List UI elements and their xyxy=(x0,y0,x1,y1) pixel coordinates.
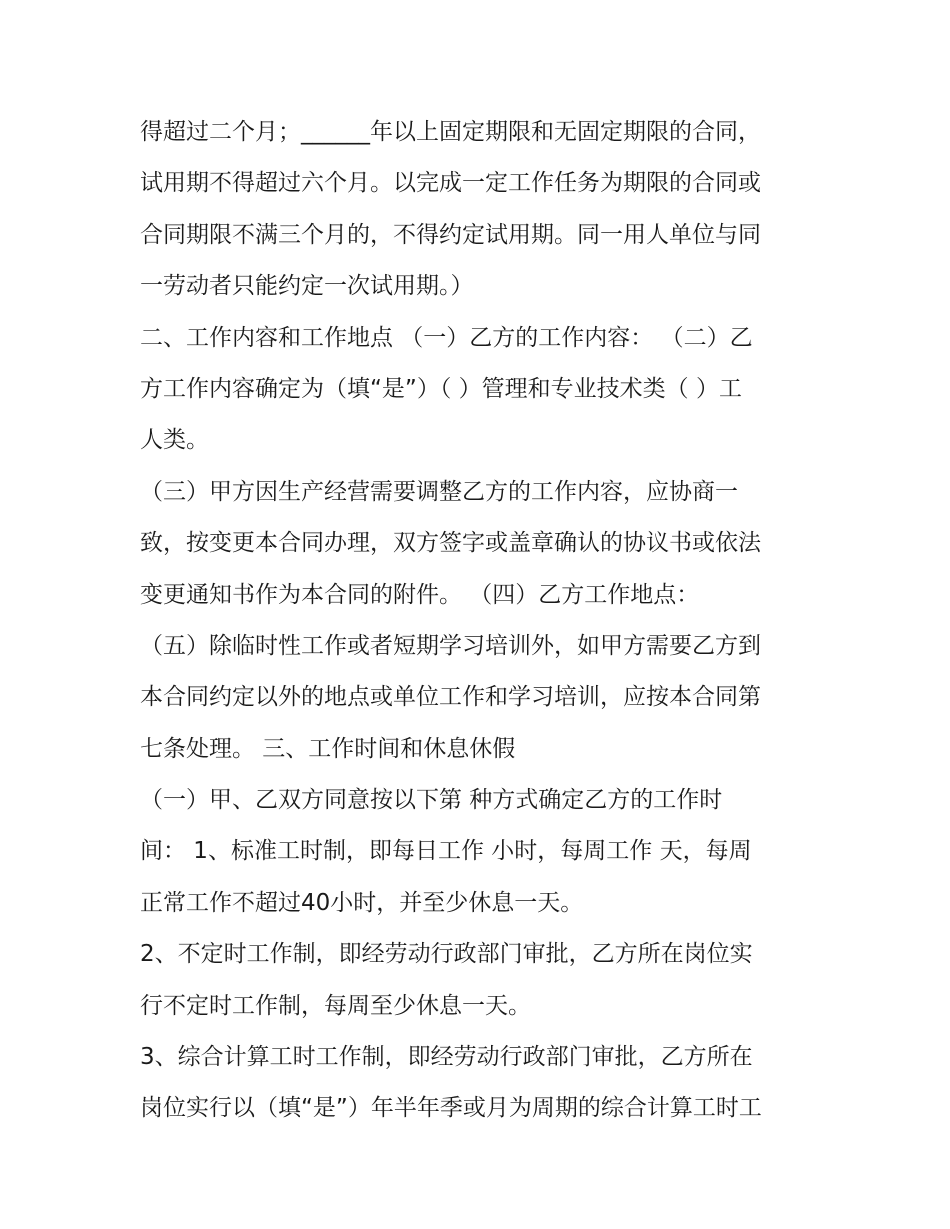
text-line: 方工作内容确定为（填“是”）（ ）管理和专业技术类（ ）工 xyxy=(140,375,742,402)
text-line: （一）甲、乙双方同意按以下第 种方式确定乙方的工作时 xyxy=(140,787,723,814)
text-line: 试用期不得超过六个月。以完成一定工作任务为期限的合同或 xyxy=(140,170,761,197)
text-line: 行不定时工作制，每周至少休息一天。 xyxy=(140,992,531,1019)
text-line: 正常工作不超过40小时，并至少休息一天。 xyxy=(140,889,584,916)
text-line: 七条处理。 三、工作时间和休息休假 xyxy=(140,735,516,762)
text-line: 人类。 xyxy=(140,427,209,454)
text-line: 致，按变更本合同办理，双方签字或盖章确认的协议书或依法 xyxy=(140,530,761,557)
text-line: 变更通知书作为本合同的附件。 （四）乙方工作地点： xyxy=(140,581,700,608)
text-line: 2、不定时工作制，即经劳动行政部门审批，乙方所在岗位实 xyxy=(140,941,753,968)
text-line: （三）甲方因生产经营需要调整乙方的工作内容，应协商一 xyxy=(140,478,738,505)
text-line: 二、工作内容和工作地点 （一）乙方的工作内容： （二）乙 xyxy=(140,324,753,351)
text-line: 得超过二个月；______年以上固定期限和无固定期限的合同， xyxy=(140,119,761,145)
text-line: （五）除临时性工作或者短期学习培训外，如甲方需要乙方到 xyxy=(140,632,761,659)
text-line: 岗位实行以（填“是”）年半年季或月为周期的综合计算工时工 xyxy=(140,1095,762,1122)
text-line: 一劳动者只能约定一次试用期。） xyxy=(140,273,474,300)
contract-text xyxy=(140,107,820,1135)
text-line: 间： 1、标准工时制，即每日工作 小时，每周工作 天，每周 xyxy=(140,838,752,865)
text-line: 3、综合计算工时工作制，即经劳动行政部门审批，乙方所在 xyxy=(140,1044,753,1071)
text-line: 本合同约定以外的地点或单位工作和学习培训，应按本合同第 xyxy=(140,684,761,711)
text-line: 合同期限不满三个月的，不得约定试用期。同一用人单位与同 xyxy=(140,221,761,248)
